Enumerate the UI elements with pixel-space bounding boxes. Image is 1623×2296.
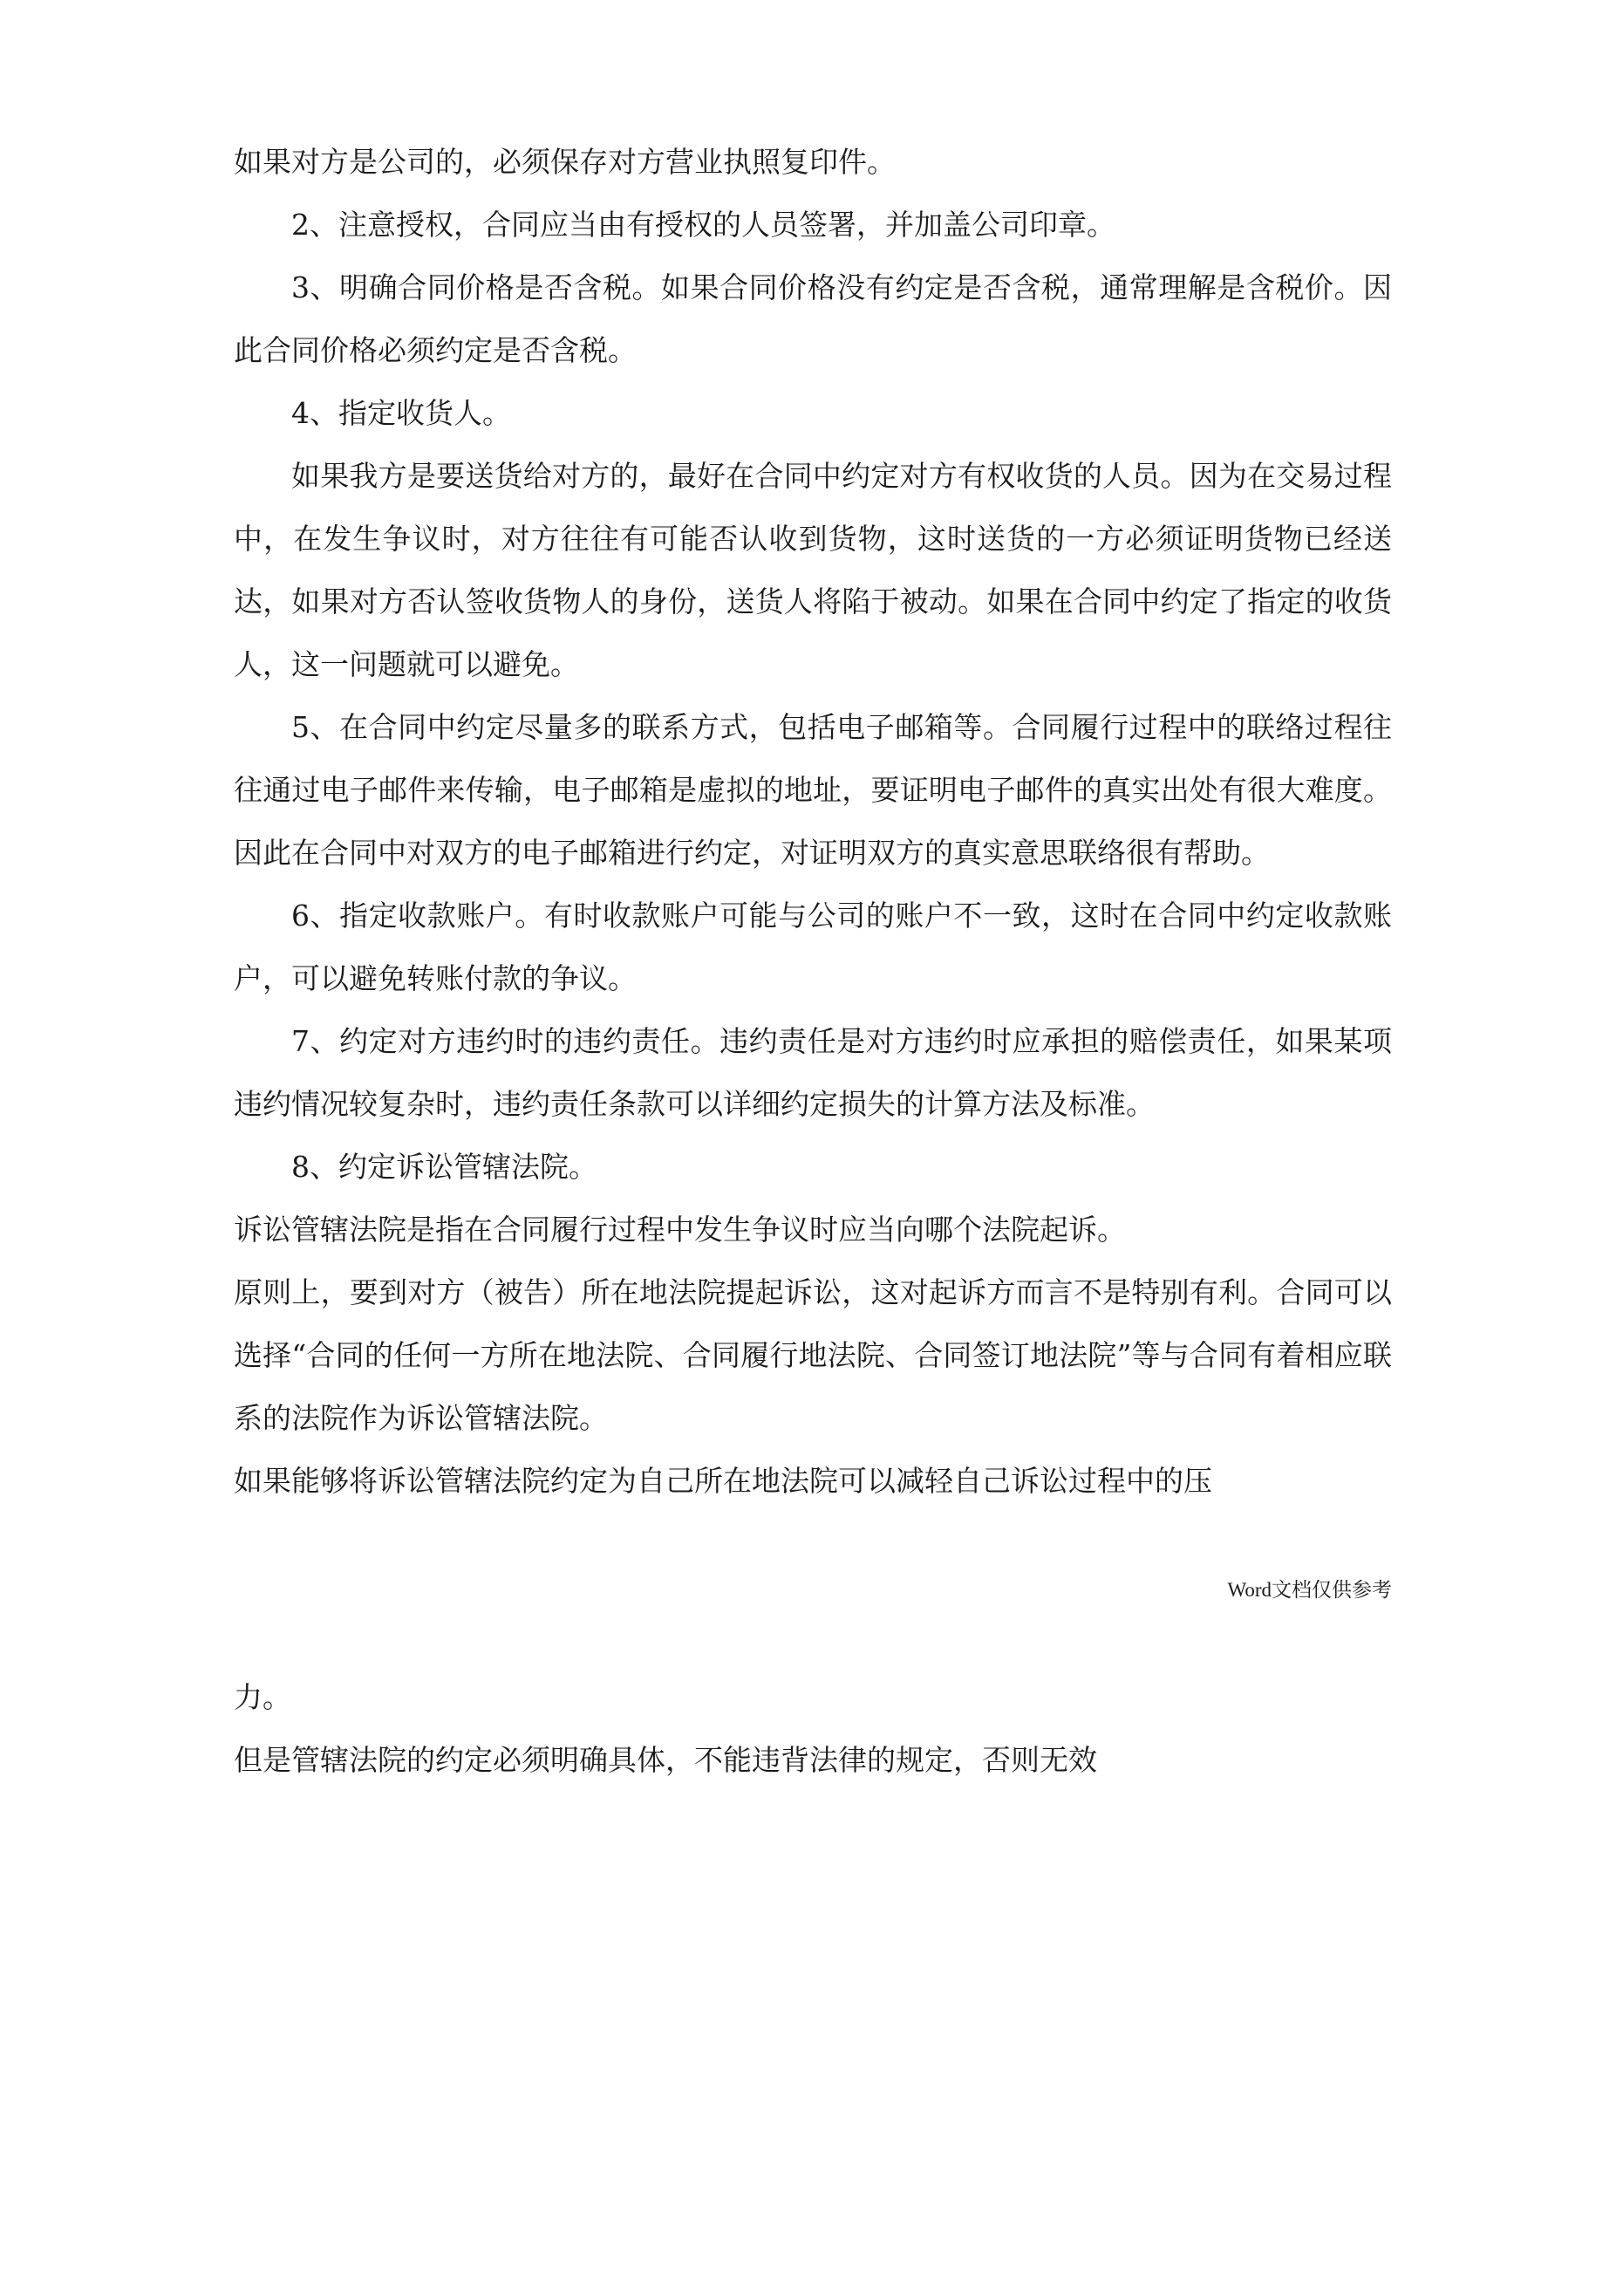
paragraph-authorization: 2、注意授权，合同应当由有授权的人员签署，并加盖公司印章。 <box>291 208 1115 242</box>
paragraph-jurisdiction-validity: 但是管辖法院的约定必须明确具体，不能违背法律的规定，否则无效 <box>234 1743 1097 1777</box>
paragraph-consignee-heading: 4、指定收货人。 <box>291 396 511 430</box>
paragraph-contact-methods: 5、在合同中约定尽量多的联系方式，包括电子邮箱等。合同履行过程中的联络过程往往通过电子邮件来传输，电子邮箱是虚拟的地址，要证明电子邮件的真实出处有很大难度。因此在合同中对双方的电子邮箱进行约定，对证明双方的真实意思联络很有帮助。 <box>234 710 1392 870</box>
paragraph-jurisdiction-definition: 诉讼管辖法院是指在合同履行过程中发生争议时应当向哪个法院起诉。 <box>234 1213 1126 1247</box>
paragraph-jurisdiction-own-location: 如果能够将诉讼管辖法院约定为自己所在地法院可以减轻自己诉讼过程中的压 <box>234 1464 1212 1498</box>
paragraph-payment-account: 6、指定收款账户。有时收款账户可能与公司的账户不一致，这时在合同中约定收款账户，可以避免转账付款的争议。 <box>234 899 1392 995</box>
paragraph-consignee-detail: 如果我方是要送货给对方的，最好在合同中约定对方有权收货的人员。因为在交易过程中，在发生争议时，对方往往有可能否认收到货物，这时送货的一方必须证明货物已经送达，如果对方否认签收货物人的身份，送货人将陷于被动。如果在合同中约定了指定的收货人，这一问题就可以避免。 <box>234 459 1392 681</box>
page-footer: Word文档仅供参考 <box>1227 1579 1392 1601</box>
page-body-continuation <box>234 1666 1392 1792</box>
page-body <box>234 131 1392 1513</box>
paragraph-jurisdiction-heading: 8、约定诉讼管辖法院。 <box>291 1150 597 1184</box>
paragraph-continuation-end: 力。 <box>234 1680 291 1714</box>
paragraph-jurisdiction-principle: 原则上，要到对方（被告）所在地法院提起诉讼，这对起诉方而言不是特别有利。合同可以选择“合同的任何一方所在地法院、合同履行地法院、合同签订地法院”等与合同有着相应联系的法院作为诉讼管辖法院。 <box>234 1275 1392 1435</box>
paragraph-business-license: 如果对方是公司的，必须保存对方营业执照复印件。 <box>234 145 896 179</box>
paragraph-breach-liability: 7、约定对方违约时的违约责任。违约责任是对方违约时应承担的赔偿责任，如果某项违约情况较复杂时，违约责任条款可以详细约定损失的计算方法及标准。 <box>234 1024 1392 1121</box>
paragraph-price-tax: 3、明确合同价格是否含税。如果合同价格没有约定是否含税，通常理解是含税价。因此合同价格必须约定是否含税。 <box>234 270 1392 367</box>
